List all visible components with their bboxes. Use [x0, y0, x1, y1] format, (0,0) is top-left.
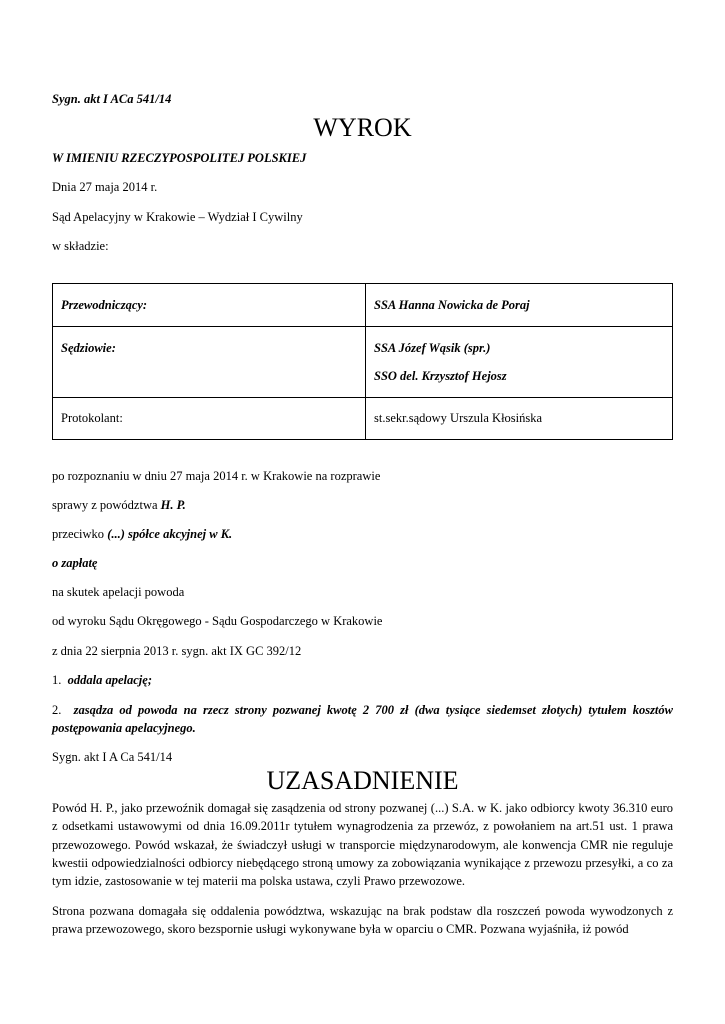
clerk-name: st.sekr.sądowy Urszula Kłosińska — [374, 411, 543, 425]
judgment-date: Dnia 27 maja 2014 r. — [52, 180, 158, 194]
ruling-item-1 — [52, 673, 152, 688]
plaintiff-name: H. P. — [160, 498, 186, 512]
item-number: 1. — [52, 673, 62, 687]
appeal-line: na skutek apelacji powoda — [52, 585, 185, 599]
justification-title: UZASADNIENIE — [266, 766, 459, 795]
judge-1: SSA Józef Wąsik (spr.) — [374, 341, 491, 355]
justification-paragraph-1: Powód H. P., jako przewoźnik domagał się zasądzenia od strony pozwanej (...) S.A. w K. jako odbiorcy kwoty 36.310 euro z odsetkami ustawowymi od dnia 16.09.2011r tytułem wynagrodzenia za przewóz, z powołaniem na art.51 ust. 1 prawa przewozowego. Powód wskazał, że świadczył usługi w transporcie międzynarodowym, ale konwencja CMR nie reguluje kwestii odpowiedzialności odbiorcy niebędącego stroną umowy za zobowiązania wynikające z przewozu przesyłki, a co za tym idzie, zastosowanie w tej materii ma polska ustawa, czyli Prawo przewozowe. — [52, 801, 673, 889]
case-signature-2: Sygn. akt I A Ca 541/14 — [52, 750, 173, 764]
lower-court-line: od wyroku Sądu Okręgowego - Sądu Gospodarczego w Krakowie — [52, 614, 383, 628]
presiding-label: Przewodniczący: — [61, 298, 148, 312]
ruling-item-2 — [52, 701, 673, 738]
table-cell — [366, 284, 673, 327]
defendant-line — [52, 527, 232, 542]
table-cell — [53, 327, 366, 398]
lower-court-date: z dnia 22 sierpnia 2013 r. sygn. akt IX GC 392/12 — [52, 644, 302, 658]
table-cell — [366, 398, 673, 440]
defendant-name: (...) spółce akcyjnej w K. — [107, 527, 233, 541]
in-the-name-heading: W IMIENIU RZECZYPOSPOLITEJ POLSKIEJ — [52, 151, 307, 165]
plaintiff-line — [52, 498, 186, 513]
case-signature: Sygn. akt I ACa 541/14 — [52, 92, 172, 106]
composition-table — [52, 283, 673, 440]
table-row — [53, 398, 673, 440]
defendant-prefix: przeciwko — [52, 527, 108, 541]
judgment-title: WYROK — [313, 113, 412, 142]
item-text: zasądza od powoda na rzecz strony pozwanej kwotę 2 700 zł (dwa tysiące siedemset złotych) tytułem kosztów postępowania apelacyjnego. — [52, 703, 673, 736]
claim-subject: o zapłatę — [52, 556, 98, 570]
court-name: Sąd Apelacyjny w Krakowie – Wydział I Cywilny — [52, 210, 303, 224]
item-text: oddala apelację; — [67, 673, 152, 687]
table-row — [53, 327, 673, 398]
composition-label: w składzie: — [52, 239, 109, 253]
judge-2: SSO del. Krzysztof Hejosz — [374, 369, 507, 383]
table-cell — [53, 398, 366, 440]
item-number: 2. — [52, 703, 62, 717]
hearing-line: po rozpoznaniu w dniu 27 maja 2014 r. w Krakowie na rozprawie — [52, 469, 381, 483]
plaintiff-prefix: sprawy z powództwa — [52, 498, 161, 512]
table-row — [53, 284, 673, 327]
clerk-label: Protokolant: — [61, 411, 123, 425]
judges-label: Sędziowie: — [61, 341, 116, 355]
table-cell — [366, 327, 673, 398]
justification-paragraph-2: Strona pozwana domagała się oddalenia powództwa, wskazując na brak podstaw dla roszczeń powoda wywodzonych z prawa przewozowego, skoro bezspornie usługi wykonywane była w oparciu o CMR. Pozwana wyjaśniła, iż powód — [52, 904, 673, 937]
presiding-judge: SSA Hanna Nowicka de Poraj — [374, 298, 530, 312]
table-cell — [53, 284, 366, 327]
